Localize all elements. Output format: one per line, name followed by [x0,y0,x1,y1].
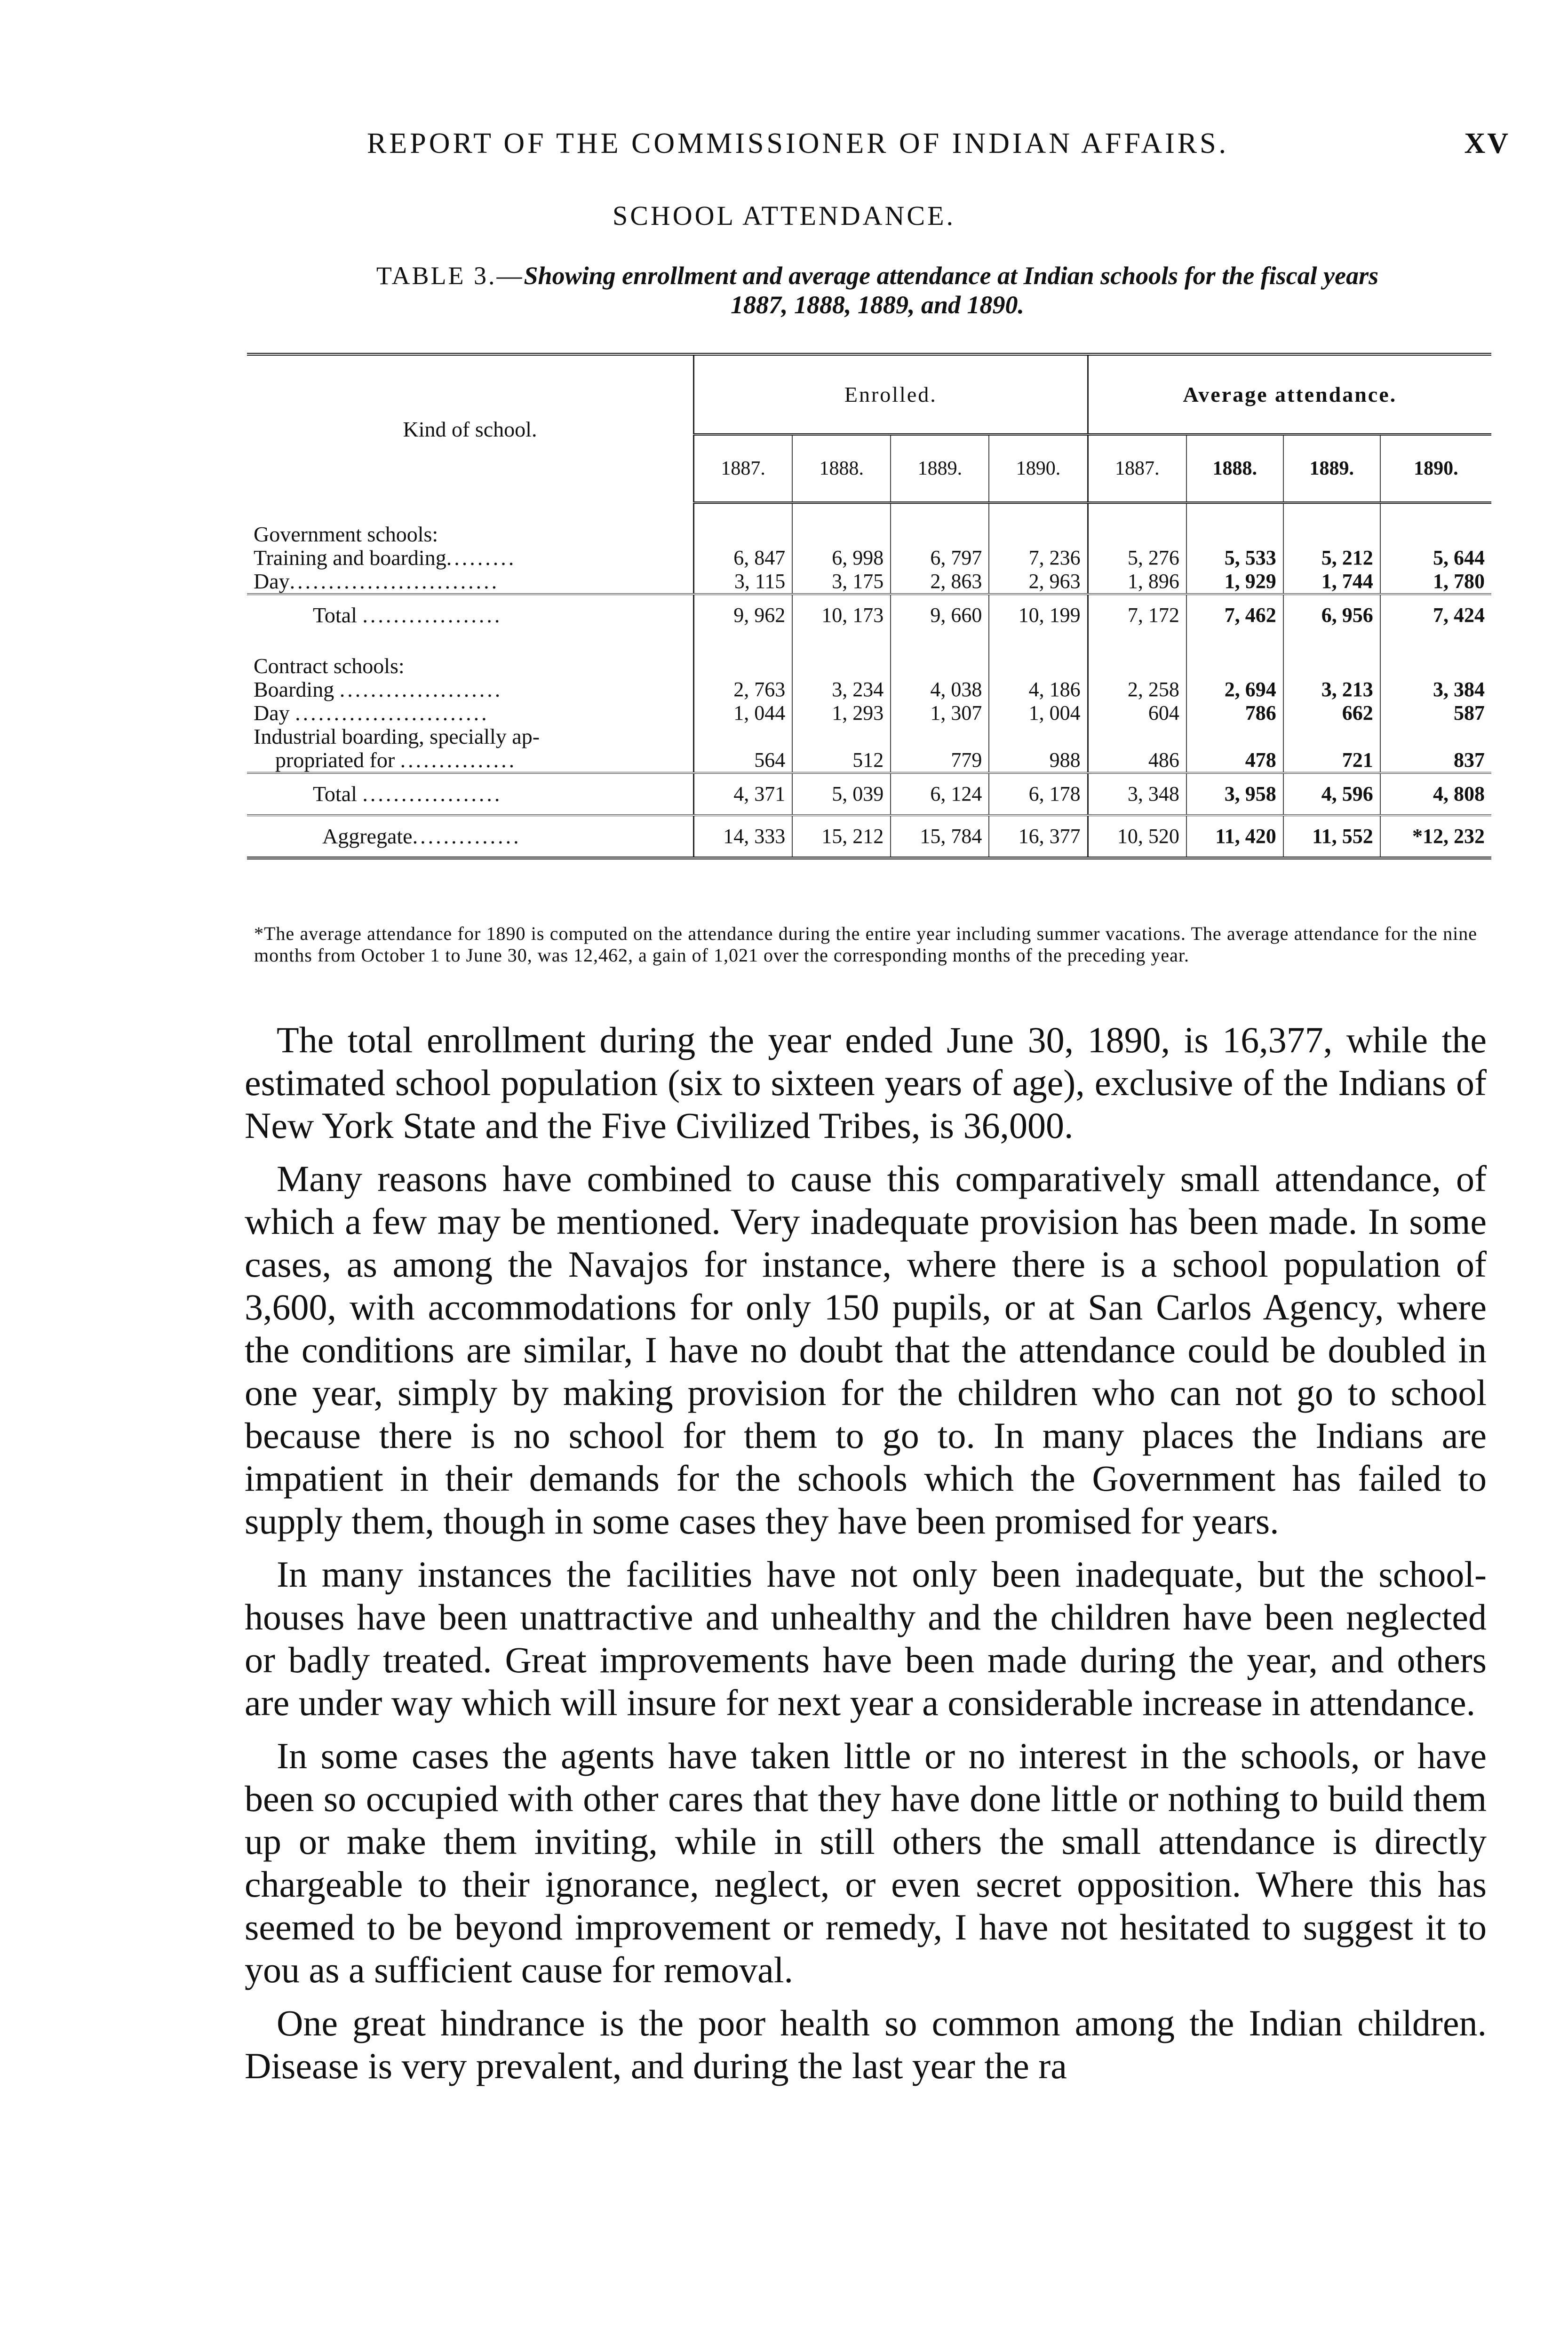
table-cell: 5, 644 [1433,546,1485,569]
table-cell: 478 [1186,748,1283,773]
table-cell: 2, 694 [1186,678,1283,701]
running-head [367,127,1510,160]
table-cell: 16, 377 [989,815,1088,858]
col-header-year: 1890. [989,435,1088,503]
table-cell: 1, 044 [694,701,793,725]
table-row [247,523,1491,546]
table-cell: 662 [1283,701,1380,725]
table-cell: 10, 520 [1088,815,1186,858]
table-cell: 15, 212 [792,815,891,858]
table-caption [252,261,1503,319]
table-cell: 4, 596 [1283,773,1380,815]
table-cell: 3, 234 [792,678,891,701]
table-cell: 3, 115 [694,570,793,594]
table-cell: 5, 276 [1088,546,1186,570]
table-cell: 11, 552 [1283,815,1380,858]
table-row: Boarding ..................... 2, 763 3, 234 4, 038 4, 186 2, 258 2, 694 3, 213 3, 384 [247,678,1491,701]
attendance-table [247,353,1491,859]
paragraph: The total enrollment during the year ended June 30, 1890, is 16,377, while the estimated school population (six to sixteen years of age), exclusive of the Indians of New York State and the Five Civilized Tribes, is 36,000. [245,1019,1487,1146]
col-header-kind: Kind of school. [247,354,694,503]
table-cell: 3, 175 [792,570,891,594]
row-label: propriated for [275,748,395,772]
table-cell: 7, 424 [1380,594,1491,636]
table-cell: 5, 533 [1186,546,1283,570]
col-header-year: 1890. [1380,435,1491,503]
table-cell: 4, 808 [1380,773,1491,815]
table-cell: 1, 744 [1283,570,1380,594]
section-title: SCHOOL ATTENDANCE. [612,200,956,231]
page-number: XV [1464,127,1510,159]
table-cell: 4, 371 [694,773,793,815]
paragraph: Many reasons have combined to cause this comparatively small attendance, of which a few may be mentioned. Very inadequate provision has been made. In some cases, as among the Navajos for instance, where there is a school population of 3,600, with accommodations for only 150 pupils, or at San Carlos Agency, where the conditions are similar, I have no doubt that the attendance could be doubled in one year, simply by making provision for the children who can not go to school because there is no school for them to go to. In many places the Indians are impatient in their demands for the schools which the Government has failed to supply them, though in some cases they have been promised for years. [245,1158,1487,1542]
table-cell: 2, 963 [989,570,1088,594]
section-label-contract: Contract schools: [247,654,694,678]
row-label: Day [254,569,290,593]
table-cell: 486 [1088,748,1186,773]
table-footnote: *The average attendance for 1890 is computed on the attendance during the entire year including summer vacations. The average attendance for the nine months from October 1 to June 30, was 12,462, a gain of 1,021 over the corresponding months of the preceding year. [254,923,1477,966]
paragraph: In some cases the agents have taken little or no interest in the schools, or have been so occupied with other cares that they have done little or nothing to build them up or make them inviting, while in still others the small attendance is directly chargeable to their ignorance, neglect, or even secret opposition. Where this has seemed to be beyond improvement or remedy, I have not hesitated to suggest it to you as a sufficient cause for removal. [245,1735,1487,1990]
table-cell: 11, 420 [1186,815,1283,858]
table-cell: 14, 333 [694,815,793,858]
table-cell: 5, 039 [792,773,891,815]
row-label: Boarding [254,677,334,701]
table-row [247,654,1491,678]
table-cell: 6, 797 [891,546,989,570]
table-cell: 5, 212 [1283,546,1380,570]
body-text [245,1018,1487,2098]
col-header-year: 1887. [1088,435,1186,503]
table-cell: 786 [1186,701,1283,725]
table-cell: 9, 660 [891,594,989,636]
paragraph: In many instances the facilities have not only been inadequate, but the school-houses have been unattractive and unhealthy and the children have been neglected or badly treated. Great improvements have been made during the year, and others are under way which will insure for next year a considerable increase in attendance. [245,1554,1487,1723]
table-row [247,725,1491,748]
col-header-year: 1888. [792,435,891,503]
table-row: Day ......................... 1, 044 1, 293 1, 307 1, 004 604 786 662 587 [247,701,1491,725]
table-cell: 4, 186 [989,678,1088,701]
table-label: TABLE 3.— [376,262,524,290]
col-header-year: 1888. [1186,435,1283,503]
table-cell: 7, 172 [1088,594,1186,636]
table-row: Training and boarding......... 6, 847 6, 998 6, 797 7, 236 5, 276 5, 533 5, 212 5, 644 [247,546,1491,570]
table-row-aggregate: Aggregate.............. 14, 333 15, 212 15, 784 16, 377 10, 520 11, 420 11, 552 *12, 232 [247,815,1491,858]
table-cell: 6, 998 [792,546,891,570]
table-cell: 779 [891,748,989,773]
table-cell: 721 [1283,748,1380,773]
running-head-title: REPORT OF THE COMMISSIONER OF INDIAN AFFAIRS. [367,127,1229,159]
table-cell: 6, 124 [891,773,989,815]
table-cell: 2, 863 [891,570,989,594]
table-row: propriated for ............... 564 512 779 988 486 478 721 837 [247,748,1491,773]
row-label: Training and boarding [254,546,446,570]
table-cell: 6, 178 [989,773,1088,815]
row-label: Aggregate [322,824,413,848]
table-cell: 1, 004 [989,701,1088,725]
table-cell: 1, 780 [1433,570,1485,593]
col-group-enrolled: Enrolled. [694,354,1088,435]
table-cell: 1, 307 [891,701,989,725]
col-group-average: Average attendance. [1088,354,1491,435]
table-cell: 837 [1454,748,1485,771]
paragraph: One great hindrance is the poor health so common among the Indian children. Disease is very prevalent, and during the last year the ra [245,2002,1487,2086]
table-cell: 587 [1454,701,1485,724]
table-row-total: Total .................. 4, 371 5, 039 6, 124 6, 178 3, 348 3, 958 4, 596 4, 808 [247,773,1491,815]
table-cell: 2, 763 [694,678,793,701]
col-header-year: 1889. [891,435,989,503]
table-cell: 3, 213 [1283,678,1380,701]
table-cell: 6, 956 [1283,594,1380,636]
row-label-continued: Industrial boarding, specially ap- [247,725,694,748]
table-cell: 6, 847 [694,546,793,570]
table-cell: 9, 962 [694,594,793,636]
table-cell: 2, 258 [1088,678,1186,701]
table-cell: 3, 958 [1186,773,1283,815]
table-cell: 4, 038 [891,678,989,701]
col-header-year: 1887. [694,435,793,503]
table-cell: 10, 199 [989,594,1088,636]
row-label: Total [313,603,357,627]
row-label: Total [313,782,357,806]
table-description: Showing enrollment and average attendance at Indian schools for the fiscal years [524,262,1379,290]
table-cell: 7, 236 [989,546,1088,570]
table-cell: 1, 293 [792,701,891,725]
table-cell: 3, 348 [1088,773,1186,815]
table-cell: 3, 384 [1433,678,1485,701]
row-label: Day [254,701,290,725]
table-years-line: 1887, 1888, 1889, and 1890. [730,291,1025,319]
table-cell: 15, 784 [891,815,989,858]
table-cell: 1, 929 [1186,570,1283,594]
col-header-year: 1889. [1283,435,1380,503]
table-cell: 7, 462 [1186,594,1283,636]
table-row: Day........................... 3, 115 3, 175 2, 863 2, 963 1, 896 1, 929 1, 744 1, 780 [247,570,1491,594]
table-cell: 1, 896 [1088,570,1186,594]
table-cell: 604 [1088,701,1186,725]
table-cell: 564 [694,748,793,773]
table-cell: *12, 232 [1380,815,1491,858]
table-cell: 512 [792,748,891,773]
table-cell: 10, 173 [792,594,891,636]
table-cell: 988 [989,748,1088,773]
section-label-government: Government schools: [247,523,694,546]
table-row-total: Total .................. 9, 962 10, 173 9, 660 10, 199 7, 172 7, 462 6, 956 7, 424 [247,594,1491,636]
